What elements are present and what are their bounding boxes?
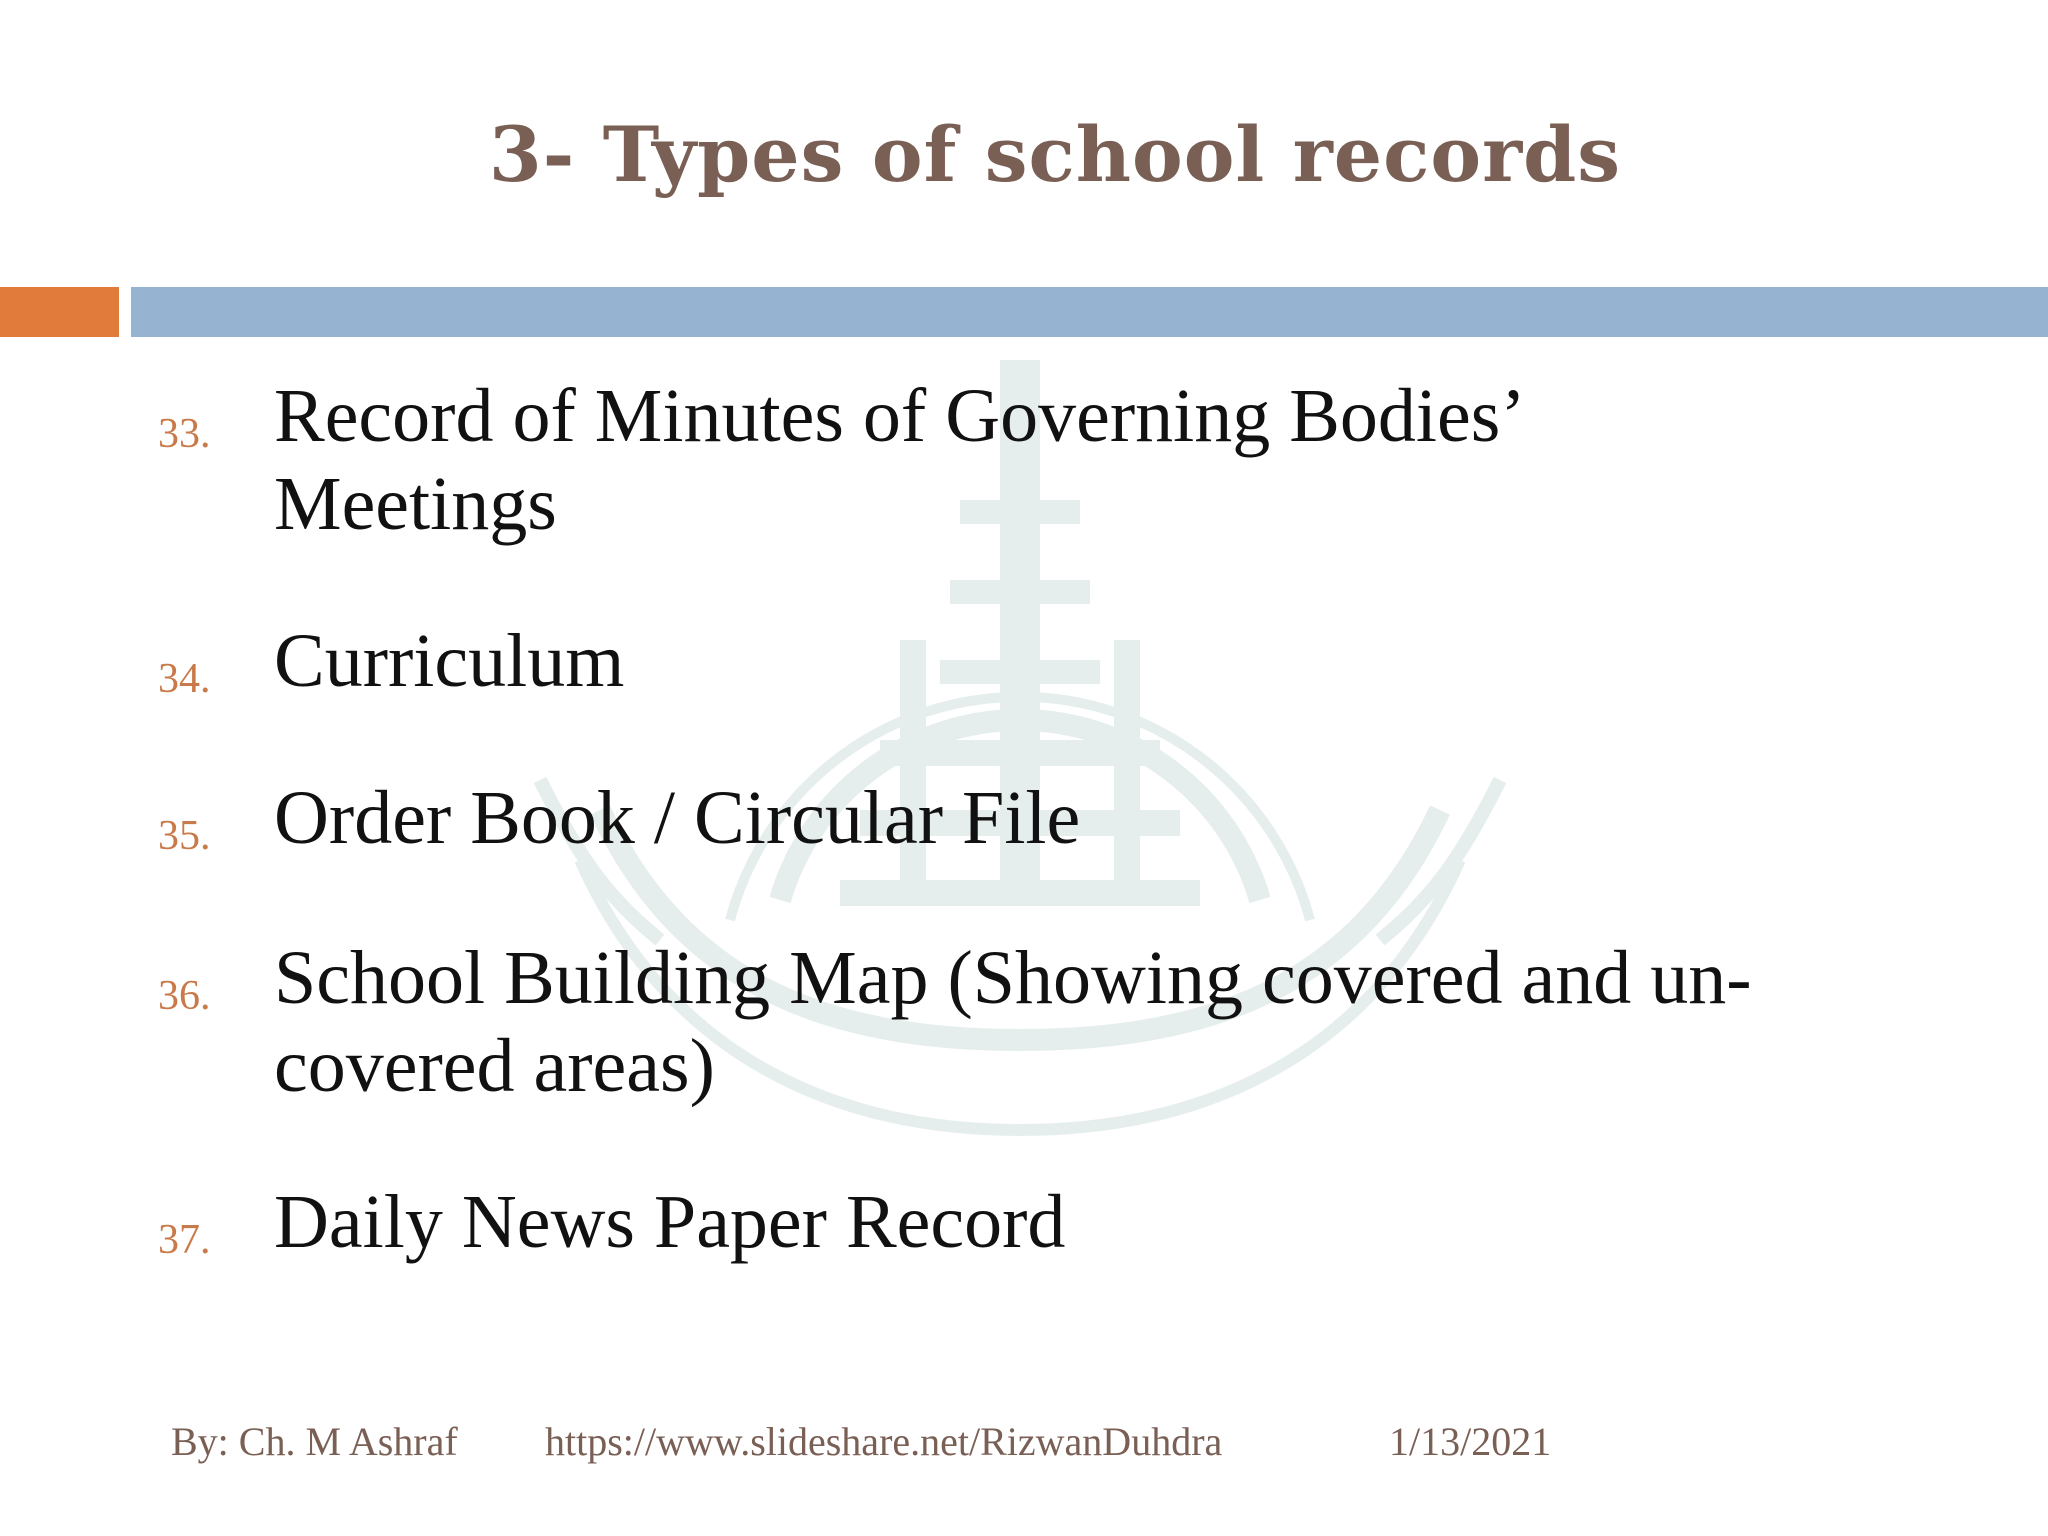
item-text	[274, 774, 1954, 862]
item-text-line: Curriculum	[274, 619, 625, 703]
item-text-line: covered areas)	[274, 1024, 715, 1108]
item-text	[274, 934, 1954, 1110]
item-text	[274, 1178, 1954, 1266]
item-text-line: Order Book / Circular File	[274, 776, 1081, 860]
item-text-line: School Building Map (Showing covered and un-	[274, 936, 1752, 1020]
slide-title: 3- Types of school records	[488, 110, 1622, 199]
item-number: 37.	[158, 1217, 211, 1263]
item-text	[274, 617, 1954, 705]
item-number: 33.	[158, 411, 211, 457]
footer-author: By: Ch. M Ashraf	[171, 1419, 458, 1464]
item-text-line: Record of Minutes of Governing Bodies’	[274, 374, 1526, 458]
item-text-line: Meetings	[274, 462, 557, 546]
item-number: 35.	[158, 813, 211, 859]
item-number: 34.	[158, 656, 211, 702]
footer-url[interactable]: https://www.slideshare.net/RizwanDuhdra	[545, 1419, 1223, 1464]
item-number: 36.	[158, 973, 211, 1019]
footer-date: 1/13/2021	[1389, 1419, 1552, 1464]
item-text	[274, 372, 1954, 548]
item-text-line: Daily News Paper Record	[274, 1180, 1066, 1264]
